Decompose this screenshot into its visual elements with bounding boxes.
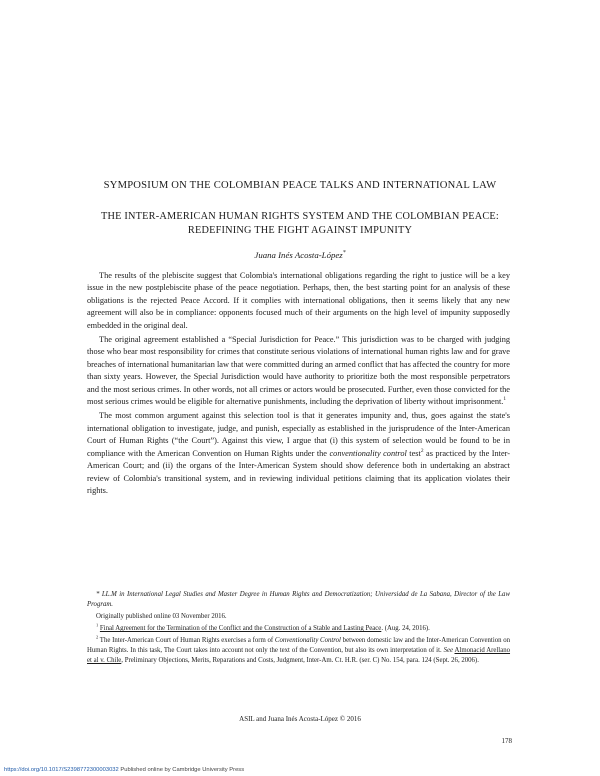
paragraph-3: The most common argument against this selection tool is that it generates impunity and, thus, goes against the state's international obligation to investigate, judge, and punish, especially as established in the jurisprudence of the Inter-American Court of Human Rights (“the Court”). Against this view, I argue that (i) this system of selection would be found to be in compliance with the American Convention on Human Rights under the conventionality control test$^2$ as practiced by the Inter-American Court; and (ii) the organs of the Inter-American System should show deference both in undertaking an abstract review of Colombia's transitional system, and in reviewing individual petitions claiming that its application violates their rights. [87,411,510,495]
conventionality-control-term: conventionality control [329,448,407,458]
doi-link[interactable]: https://doi.org/10.1017/S2398772300003032 [4,767,119,773]
copyright-line: ASIL and Juana Inés Acosta-López © 2016 [239,715,361,723]
author-footnote-mark[interactable]: * [342,250,346,257]
article-title-line-2: REDEFINING THE FIGHT AGAINST IMPUNITY [187,225,413,236]
footnote-author: * LL.M in International Legal Studies and Master Degree in Human Rights and Democratization; Universidad de La Sabana, Director of the Law Program. [87,591,510,608]
page-footer [4,767,244,773]
footnote-2-case-link[interactable]: Almonacid Arellano et al v. Chile [87,647,511,664]
paragraph-1: The results of the plebiscite suggest that Colombia's international obligations regarding the right to justice will be a key issue in the new postplebiscite phase of the peace negotiation. Perhaps, then, the best starting point for an analysis of these obligations is the rejected Peace Accord. If it complies with international obligations, then it seems likely that any new agreement will also be in compliance: opponents focused much of their arguments on the high level of impunity supposedly embedded in the original deal. [87,271,510,330]
page-number: 178 [501,737,512,745]
symposium-heading: SYMPOSIUM ON THE COLOMBIAN PEACE TALKS AND INTERNATIONAL LAW [103,180,497,191]
footnote-ref-2[interactable]: 2 [420,447,424,454]
footnotes [87,590,510,668]
publisher-note: Published online by Cambridge University Press [120,767,245,773]
footnote-1: $^1$ Final Agreement for the Termination of the Conflict and the Construction of a Stable and Lasting Peace. (Aug. 24, 2016). [96,622,430,632]
article-body [87,270,510,499]
footnote-online: Originally published online 03 November 2016. [96,613,227,620]
author-line [40,250,560,260]
article-title-line-1: THE INTER-AMERICAN HUMAN RIGHTS SYSTEM AND THE COLOMBIAN PEACE: [101,211,499,222]
author-name: Juana Inés Acosta-López [254,250,343,260]
paragraph-2: The original agreement established a “Special Jurisdiction for Peace.” This jurisdiction was to be charged with judging those who bear most responsibility for crimes that constitute serious violations of international human rights law and for grave breaches of international humanitarian law that were committed during an armed conflict that has affected the country for more than sixty years. However, the Special Jurisdiction would have authority to prioritize both the most responsible perpetrators and the most serious crimes. In other words, not all crimes or actors would be prosecuted. Further, even those convicted for the most serious crimes would be eligible for alternative punishments, including the deprivation of liberty without imprisonment.$^1$ [87,335,510,407]
footnote-1-link[interactable]: Final Agreement for the Termination of the Conflict and the Construction of a Stable and Lasting Peace [99,625,382,632]
footnote-2: $^2$ The Inter-American Court of Human Rights exercises a form of Conventionality Control between domestic law and the Inter-American Convention on Human Rights. In this task, The Court takes into account not only the text of the Convention, but also its own interpretation of it. See Almonacid Arellano et al v. Chile, Preliminary Objections, Merits, Reparations and Costs, Judgment, Inter-Am. Ct. H.R. (ser. C) No. 154, para. 124 (Sept. 26, 2006). [87,634,511,664]
article-title [70,210,530,238]
footnote-ref-1[interactable]: 1 [503,396,507,403]
